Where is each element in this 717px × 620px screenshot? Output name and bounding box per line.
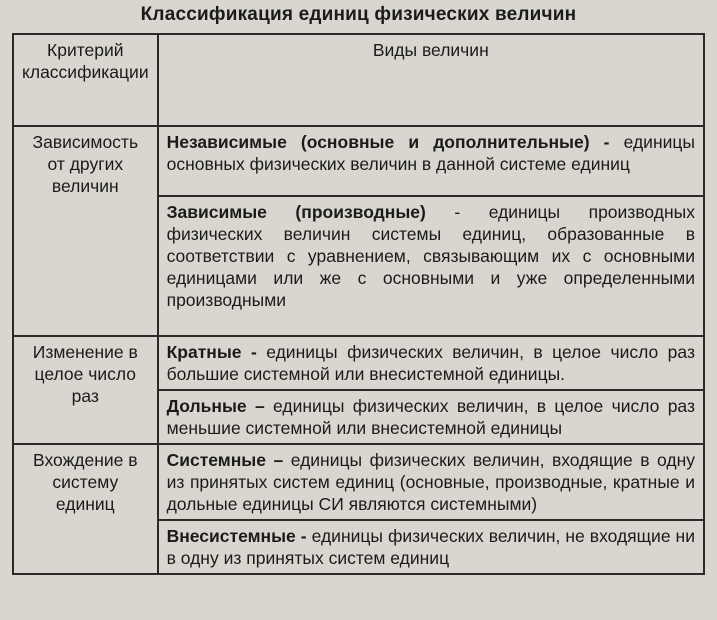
type-term: Кратные -	[166, 342, 257, 362]
header-row	[13, 34, 704, 126]
table-row	[13, 126, 704, 196]
type-description: единицы физических величин, не входящие ни в одну из принятых систем единиц	[166, 526, 695, 568]
type-cell	[158, 520, 704, 574]
type-term: Дольные –	[166, 396, 265, 416]
type-description: - единицы производных физических величин системы единиц, образованные в соответствии с уравнением, связывающим их с основными единицами или же с основными и уже определенными производными	[166, 202, 695, 310]
table-row	[13, 444, 704, 520]
criterion-cell: Изменение в целое число раз	[13, 336, 158, 444]
type-description: единицы физических величин, в целое число раз меньшие системной или внесистемной единицы	[166, 396, 695, 438]
type-term: Независимые (основные и дополнительные) -	[166, 132, 610, 152]
type-description: единицы основных физических величин в данной системе единиц	[166, 132, 695, 174]
type-cell	[158, 126, 704, 196]
header-criterion: Критерий классификации	[13, 34, 158, 126]
table-title: Классификация единиц физических величин	[140, 4, 577, 25]
type-term: Системные –	[166, 450, 284, 470]
type-term: Зависимые (производные)	[166, 202, 426, 222]
classification-table	[12, 33, 705, 575]
type-description: единицы физических величин, входящие в одну из принятых систем единиц (основные, производные, кратные и дольные единицы СИ являются системными)	[166, 450, 695, 514]
criterion-cell: Зависимость от других величин	[13, 126, 158, 336]
table-row	[13, 336, 704, 390]
type-cell	[158, 196, 704, 336]
type-cell	[158, 444, 704, 520]
criterion-cell: Вхождение в систему единиц	[13, 444, 158, 574]
type-cell	[158, 390, 704, 444]
type-term: Внесистемные -	[166, 526, 307, 546]
type-description: единицы физических величин, в целое число раз большие системной или внесистемной единицы.	[166, 342, 695, 384]
header-types: Виды величин	[158, 34, 704, 126]
type-cell	[158, 336, 704, 390]
